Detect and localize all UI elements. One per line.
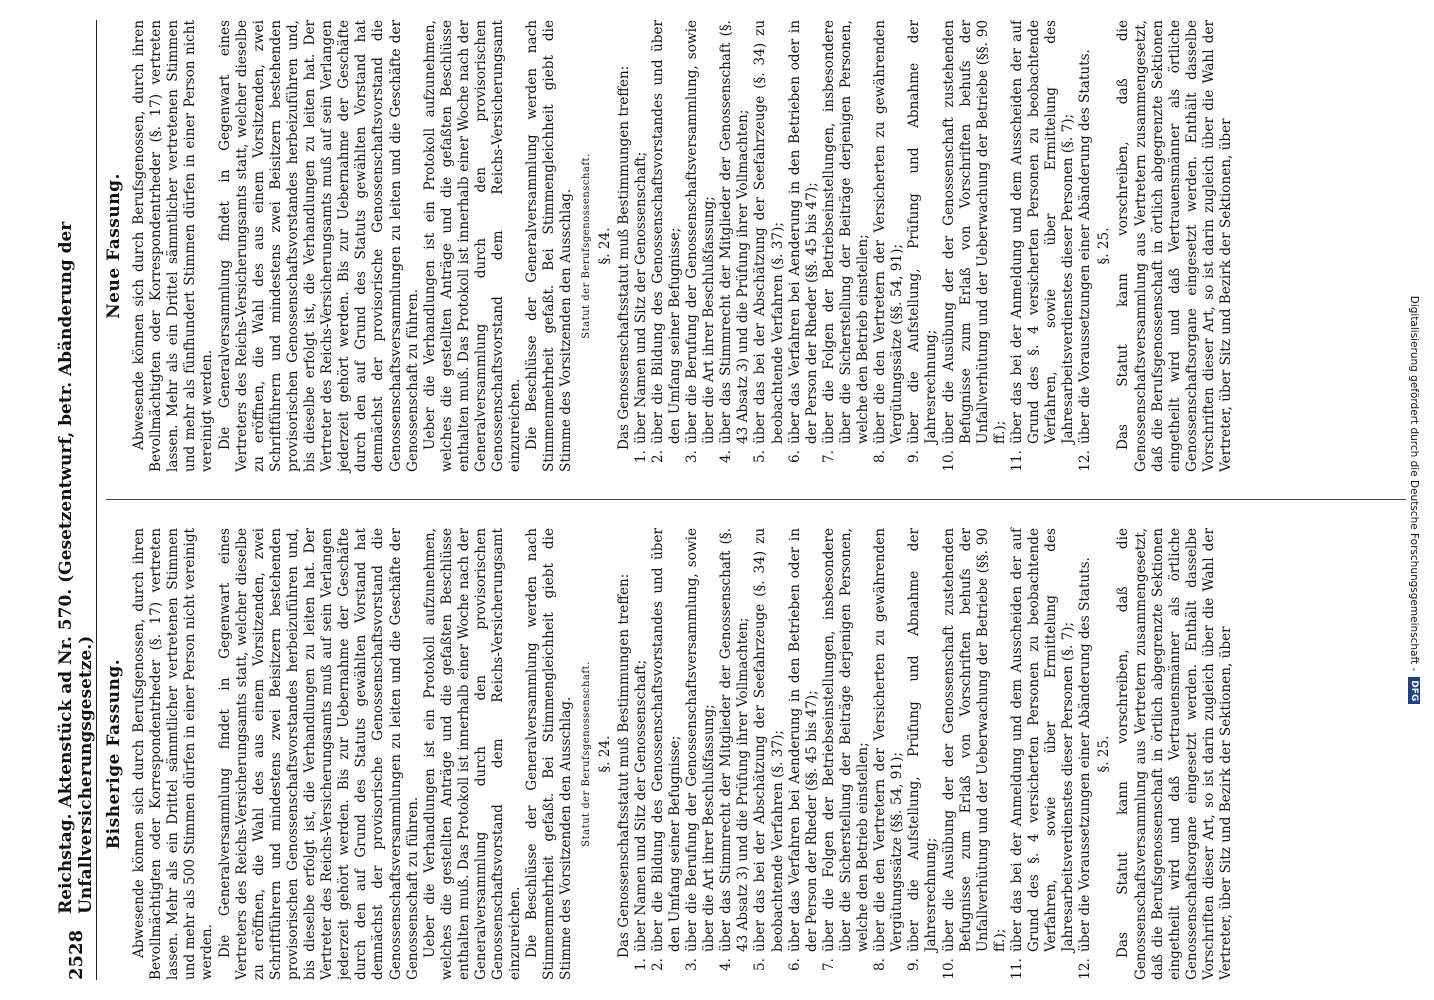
page-number: 2528 (65, 929, 87, 980)
item-text: über Namen und Sitz der Genossenschaft; (632, 151, 649, 444)
item-text: über das Stimmrecht der Mitglieder der Genossenschaft (§. 43 Absatz 3) und die Prüfung ihrer Vollmachten; (718, 20, 752, 444)
page-header (56, 20, 97, 980)
item-text: über das bei der Anmeldung und dem Ausscheiden der auf Grund des §. 4 versicherten Personen zu beobachtende Verfahren, sowie über Ermittelung des Jahresarbeitsverdienstes dieser Personen (§. 7); (1008, 528, 1077, 952)
item-number: 10. (940, 958, 957, 980)
column-title-new: Neue Fassung. (104, 173, 124, 319)
item-text: über die Voraussetzungen einer Abänderung des Statuts. (1077, 557, 1094, 952)
item-number: 10. (940, 450, 957, 472)
item-number: 4. (718, 450, 735, 463)
item-text: über die den Vertretern der Versicherten zu gewährenden Vergütungssätze (§§. 54, 91); (872, 528, 906, 952)
column-previous-version (106, 528, 1235, 980)
item-number: 1. (632, 450, 649, 463)
list-item (787, 20, 821, 472)
item-number: 6. (786, 958, 803, 971)
list-item (906, 528, 940, 980)
list-item (752, 20, 786, 472)
paragraph: Das Genossenschaftsstatut muß Bestimmungen treffen: (615, 65, 632, 450)
list-item (684, 20, 718, 472)
item-number: 12. (1077, 958, 1094, 980)
item-text: über das Verfahren bei Aenderung in den Betrieben oder in der Person der Rheder (§§. 45 bis 47); (786, 20, 820, 444)
item-number: 3. (684, 958, 701, 971)
list-item (1009, 20, 1077, 472)
item-number: 8. (872, 958, 889, 971)
list-item (718, 20, 752, 472)
item-text: über die Folgen der Betriebseinstellungen, insbesondere über die Sicherstellung der Beiträge derjenigen Personen, welche den Betrieb einstellen; (820, 20, 872, 444)
paragraph: Die Beschlüsse der Generalversammlung werden nach Stimmenmehrheit gefaßt. Bei Stimmengleichheit giebt die Stimme des Vorsitzenden den Ausschlag. (524, 528, 575, 980)
paragraph: Die Generalversammlung findet in Gegenwart eines Vertreters des Reichs-Versicherungsamts statt, welcher dieselbe zu eröffnen, die Wahl des aus einem Vorsitzenden, zwei Schriftführern und mindestens zwei Beisitzern bestehenden provisorischen Genossenschaftsvorstandes herbeizuführen und, bis dieselbe erfolgt ist, die Verhandlungen zu leiten hat. Der Vertreter des Reichs-Versicherungsamts muß auf sein Verlangen jederzeit gehört werden. Bis zur Uebernahme der Geschäfte durch den auf Grund des Statuts gewählten Vorstand hat demnächst der provisorische Genossenschaftsvorstand die Genossenschaftsversammlungen zu leiten und die Geschäfte der Genossenschaft zu führen. (216, 528, 421, 980)
dfg-logo: DFG (1408, 677, 1420, 704)
list-item (906, 20, 940, 472)
list-item (633, 20, 650, 472)
item-text: über die Ausübung der der Genossenschaft zustehenden Befugnisse zum Erlaß von Vorschriften behufs der Unfallverhütung und der Ueberwachung der Betriebe (§§. 90 ff.); (940, 528, 1008, 952)
list-item (787, 528, 821, 980)
section-heading: §. 25. (1096, 227, 1113, 265)
item-text: über die Bildung des Genossenschaftsvorstandes und über den Umfang seiner Befugnisse; (649, 20, 683, 444)
item-number: 9. (906, 450, 923, 463)
item-number: 12. (1077, 450, 1094, 472)
item-number: 2. (649, 450, 666, 463)
item-number: 3. (684, 450, 701, 463)
list-item (941, 528, 1009, 980)
item-text: über das Stimmrecht der Mitglieder der Genossenschaft (§. 43 Absatz 3) und die Prüfung ihrer Vollmachten; (718, 528, 752, 952)
section-heading: §. 25. (1096, 735, 1113, 773)
item-text: über das bei der Anmeldung und dem Ausscheiden der auf Grund des §. 4 versicherten Personen zu beobachtende Verfahren, sowie über Ermittelung des Jahresarbeitsverdienstes dieser Personen (§. 7); (1008, 20, 1077, 444)
paragraph: Die Generalversammlung findet in Gegenwart eines Vertreters des Reichs-Versicherungsamts statt, welcher dieselbe zu eröffnen, die Wahl des aus einem Vorsitzenden, zwei Schriftführern und mindestens zwei Beisitzern bestehenden provisorischen Genossenschaftsvorstandes herbeizuführen und, bis dieselbe erfolgt ist, die Verhandlungen zu leiten hat. Der Vertreter des Reichs-Versicherungsamts muß auf sein Verlangen jederzeit gehört werden. Bis zur Uebernahme der Geschäfte durch den auf Grund des Statuts gewählten Vorstand hat demnächst der provisorische Genossenschaftsvorstand die Genossenschaftsversammlungen zu leiten und die Geschäfte der Genossenschaft zu führen. (216, 20, 421, 472)
paragraph: Abwesende können sich durch Berufsgenossen, durch ihren Bevollmächtigten oder Korrespondentrheder (§. 17) vertreten lassen. Mehr als ein Drittel sämmtlicher vertretenen Stimmen und mehr als fünfhundert Stimmen dürfen in einer Person nicht vereinigt werden. (131, 20, 216, 472)
item-text: über die Aufstellung, Prüfung und Abnahme der Jahresrechnung; (906, 20, 940, 444)
item-number: 6. (786, 450, 803, 463)
paragraph: Ueber die Verhandlungen ist ein Protokoll aufzunehmen, welches die gestellten Anträge und die gefaßten Beschlüsse enthalten muß. Das Protokoll ist innerhalb einer Woche nach der Generalversammlung durch den provisorischen Genossenschaftsvorstand dem Reichs-Versicherungsamt einzureichen. (421, 528, 524, 980)
provision-list (633, 20, 1095, 472)
item-number: 9. (906, 958, 923, 971)
provision-list (633, 528, 1095, 980)
item-number: 11. (1008, 450, 1025, 472)
column-divider (106, 499, 1406, 500)
section-heading: §. 24. (596, 735, 613, 773)
rotated-document (56, 20, 1416, 980)
item-text: über die Aufstellung, Prüfung und Abnahme der Jahresrechnung; (906, 528, 940, 952)
statut-note: Statut der Berufsgenossenschaft. (580, 153, 592, 339)
list-item (941, 20, 1009, 472)
item-number: 5. (752, 958, 769, 971)
item-number: 5. (752, 450, 769, 463)
credit-text: Digitalisierung gefördert durch die Deutsche Forschungsgemeinschaft - (1408, 295, 1420, 672)
list-item (1077, 528, 1094, 980)
list-item (821, 528, 872, 980)
item-text: über Namen und Sitz der Genossenschaft; (632, 659, 649, 952)
digitization-credit (1405, 10, 1423, 990)
item-text: über die Ausübung der der Genossenschaft zustehenden Befugnisse zum Erlaß von Vorschriften behufs der Unfallverhütung und der Ueberwachung der Betriebe (§§. 90 ff.); (940, 20, 1008, 444)
paragraph: Das Statut kann vorschreiben, daß die Genossenschaftsversammlung aus Vertretern zusammengesetzt, daß die Berufsgenossenschaft in örtlich abgegrenzte Sektionen eingetheilt wird und daß Vertrauensmänner als örtliche Genossenschaftsorgane eingesetzt werden. Enthält dasselbe Vorschriften dieser Art, so ist darin zugleich über die Wahl der Vertreter, über Sitz und Bezirk der Sektionen, über (1115, 20, 1234, 472)
paragraph: Die Beschlüsse der Generalversammlung werden nach Stimmenmehrheit gefaßt. Bei Stimmengleichheit giebt die Stimme des Vorsitzenden den Ausschlag. (524, 20, 575, 472)
page-title: Reichstag. Aktenstück ad Nr. 570. (Gesetzentwurf, betr. Abänderung der Unfallversicherungsgesetze.) (56, 221, 96, 914)
list-item (650, 20, 684, 472)
paragraph: Das Genossenschaftsstatut muß Bestimmungen treffen: (615, 573, 632, 958)
item-number: 1. (632, 958, 649, 971)
paragraph: Das Statut kann vorschreiben, daß die Genossenschaftsversammlung aus Vertretern zusammengesetzt, daß die Berufsgenossenschaft in örtlich abgegrenzte Sektionen eingetheilt wird und daß Vertrauensmänner als örtliche Genossenschaftsorgane eingesetzt werden. Enthält dasselbe Vorschriften dieser Art, so ist darin zugleich über die Wahl der Vertreter, über Sitz und Bezirk der Sektionen, über (1115, 528, 1234, 980)
item-text: über das bei der Abschätzung der Seefahrzeuge (§. 34) zu beobachtende Verfahren (§. 37); (752, 20, 786, 444)
item-text: über die Bildung des Genossenschaftsvorstandes und über den Umfang seiner Befugnisse; (649, 528, 683, 952)
column-new-version (106, 20, 1235, 472)
paragraph: Abwesende können sich durch Berufsgenossen, durch ihren Bevollmächtigten oder Korrespondentrheder (§. 17) vertreten lassen. Mehr als ein Drittel sämmtlicher vertretenen Stimmen und mehr als 500 Stimmen dürfen in einer Person nicht vereinigt werden. (131, 528, 216, 980)
list-item (872, 528, 906, 980)
item-text: über die Folgen der Betriebseinstellungen, insbesondere über die Sicherstellung der Beiträge derjenigen Personen, welche den Betrieb einstellen; (820, 528, 872, 952)
item-text: über die Berufung der Genossenschaftsversammlung, sowie über die Art ihrer Beschlußfassung; (684, 20, 718, 444)
column-title-previous: Bisherige Fassung. (104, 658, 124, 850)
item-text: über das Verfahren bei Aenderung in den Betrieben oder in der Person der Rheder (§§. 45 bis 47); (786, 528, 820, 952)
list-item (821, 20, 872, 472)
list-item (1009, 528, 1077, 980)
item-text: über die Berufung der Genossenschaftsversammlung, sowie über die Art ihrer Beschlußfassung; (684, 528, 718, 952)
statut-note: Statut der Berufsgenossenschaft. (580, 661, 592, 847)
paragraph: Ueber die Verhandlungen ist ein Protokoll aufzunehmen, welches die gestellten Anträge und die gefaßten Beschlüsse enthalten muß. Das Protokoll ist innerhalb einer Woche nach der Generalversammlung durch den provisorischen Genossenschaftsvorstand dem Reichs-Versicherungsamt einzureichen. (421, 20, 524, 472)
list-item (718, 528, 752, 980)
item-number: 7. (820, 450, 837, 463)
list-item (1077, 20, 1094, 472)
item-number: 11. (1008, 958, 1025, 980)
item-number: 7. (820, 958, 837, 971)
item-text: über das bei der Abschätzung der Seefahrzeuge (§. 34) zu beobachtende Verfahren (§. 37); (752, 528, 786, 952)
section-heading: §. 24. (596, 227, 613, 265)
list-item (633, 528, 650, 980)
item-number: 8. (872, 450, 889, 463)
item-number: 2. (649, 958, 666, 971)
item-text: über die den Vertretern der Versicherten zu gewährenden Vergütungssätze (§§. 54, 91); (872, 20, 906, 444)
list-item (752, 528, 786, 980)
item-text: über die Voraussetzungen einer Abänderung des Statuts. (1077, 49, 1094, 444)
item-number: 4. (718, 958, 735, 971)
list-item (684, 528, 718, 980)
list-item (872, 20, 906, 472)
list-item (650, 528, 684, 980)
